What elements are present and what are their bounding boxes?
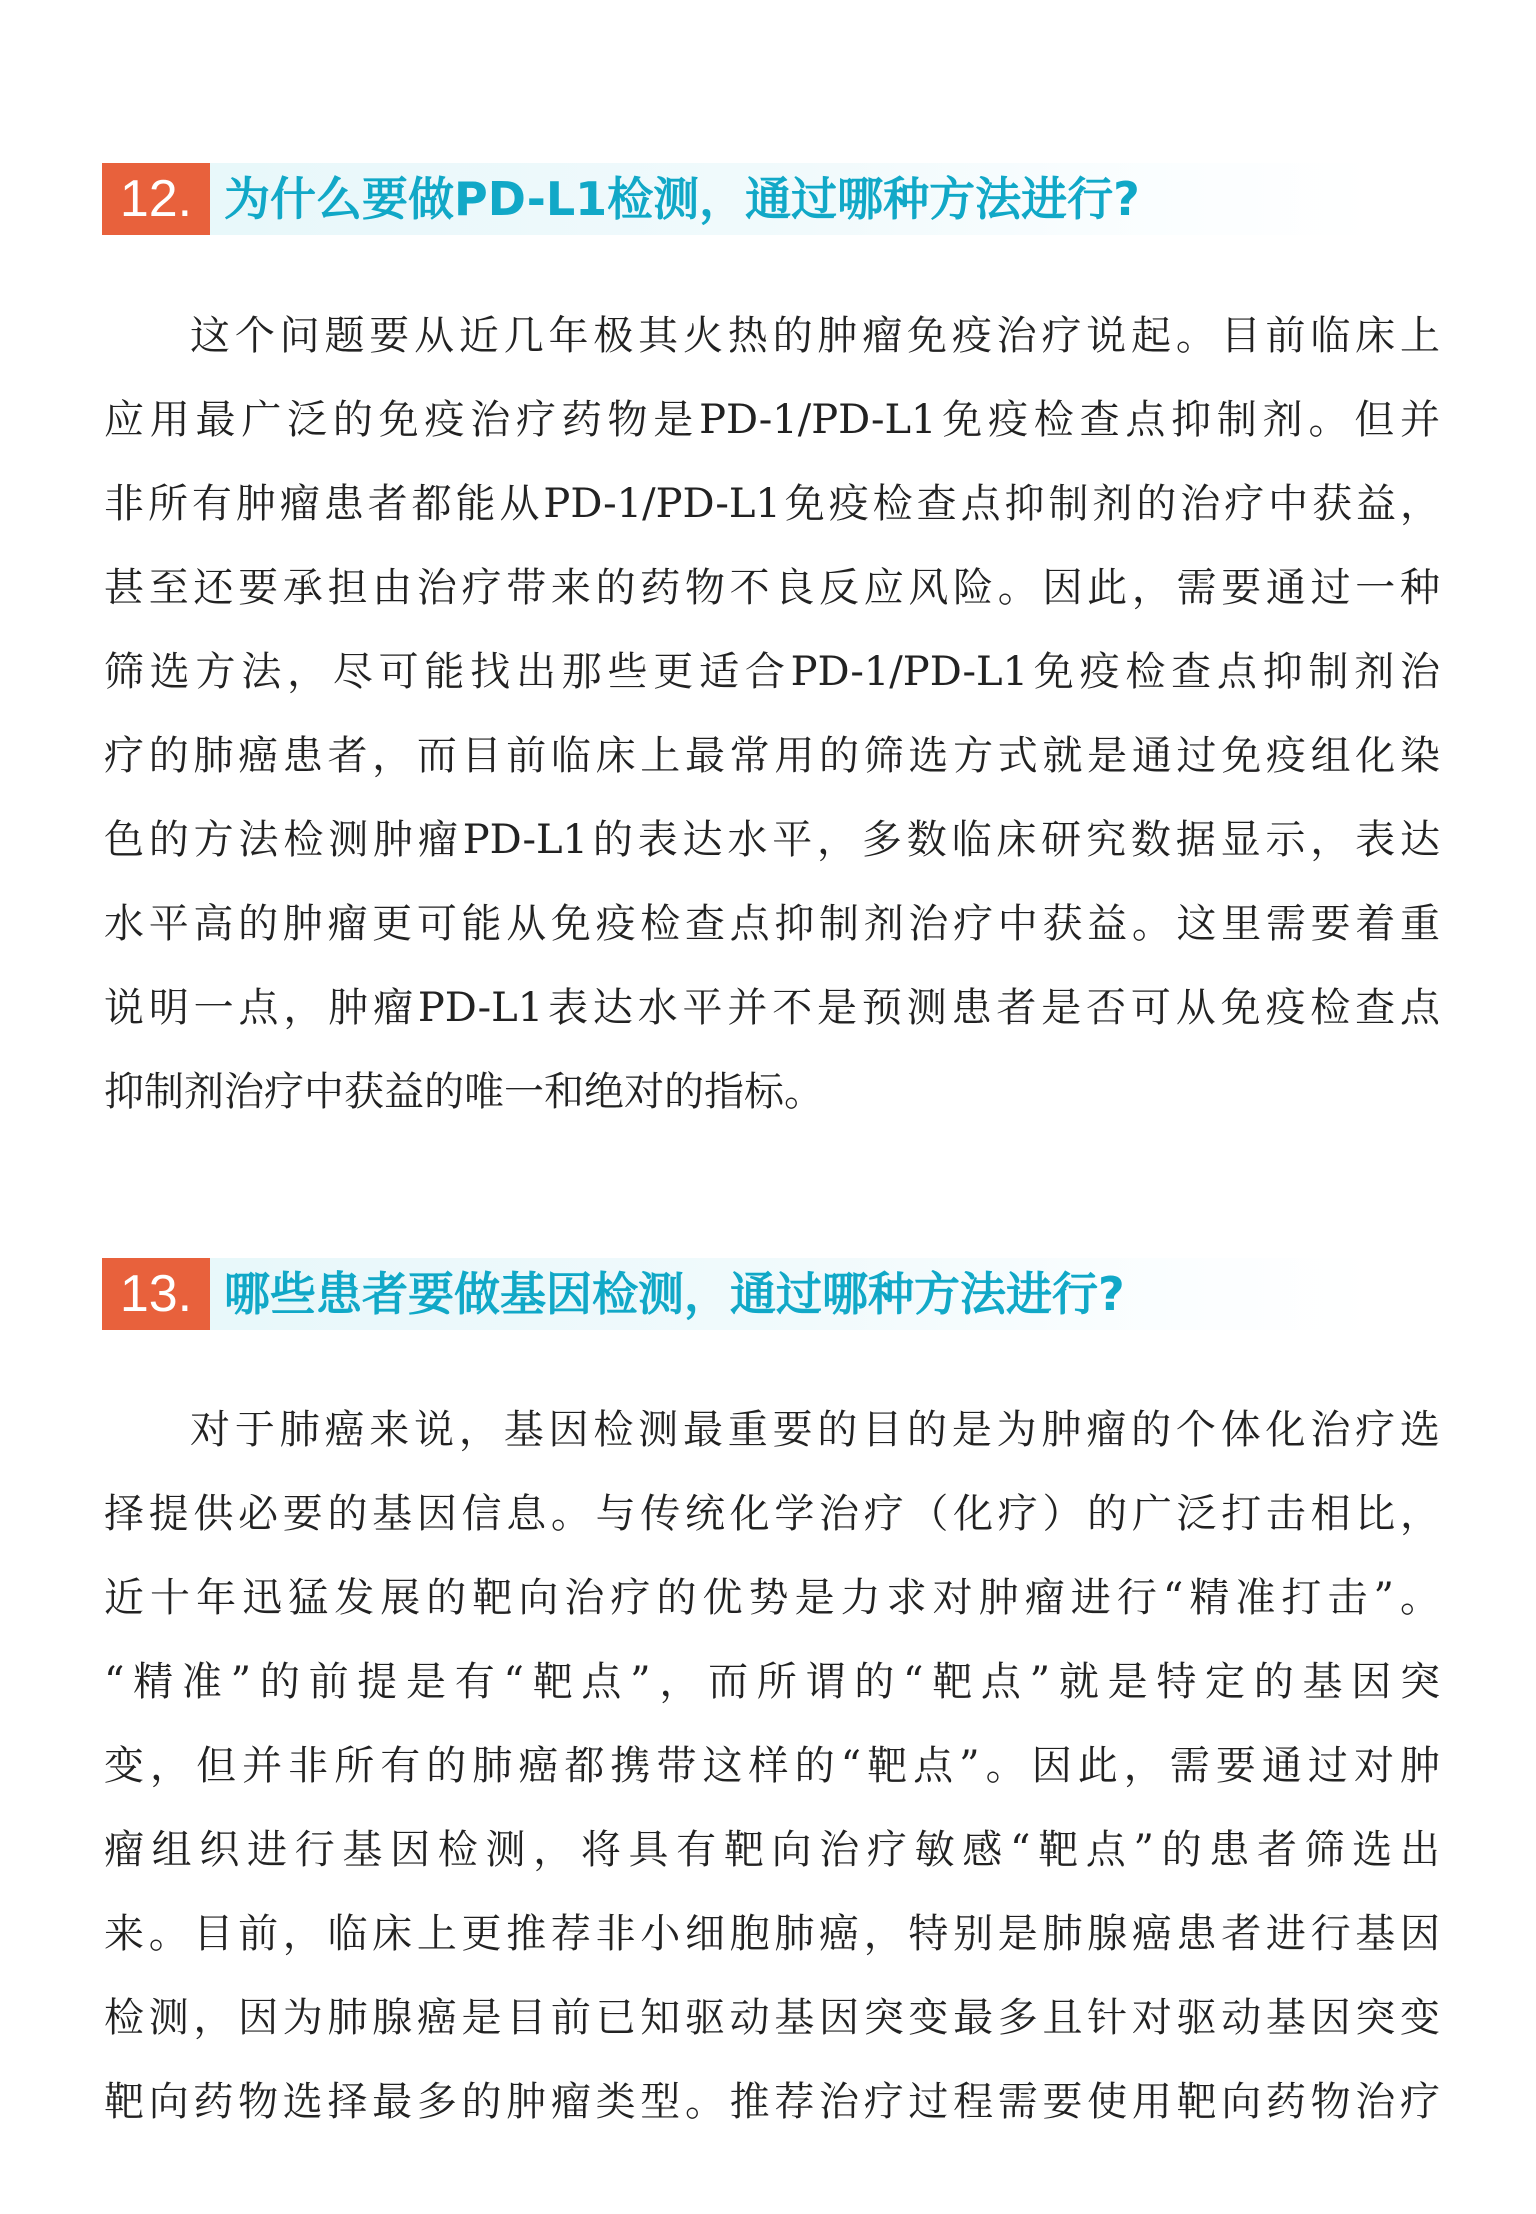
text-line: 检测，因为肺腺癌是目前已知驱动基因突变最多且针对驱动基因突变: [104, 1995, 1440, 2041]
section-number: 13.: [102, 1258, 210, 1330]
section-title: 为什么要做PD-L1检测，通过哪种方法进行?: [224, 172, 1140, 226]
text-line: 甚至还要承担由治疗带来的药物不良反应风险。因此，需要通过一种: [104, 565, 1440, 611]
text-line: 说明一点，肿瘤PD-L1表达水平并不是预测患者是否可从免疫检查点: [104, 985, 1440, 1031]
text-line: 靶向药物选择最多的肿瘤类型。推荐治疗过程需要使用靶向药物治疗: [104, 2079, 1440, 2125]
text-line: 这个问题要从近几年极其火热的肿瘤免疫治疗说起。目前临床上: [190, 313, 1440, 359]
text-line: 瘤组织进行基因检测，将具有靶向治疗敏感“靶点”的患者筛选出: [104, 1827, 1440, 1873]
text-line: 水平高的肿瘤更可能从免疫检查点抑制剂治疗中获益。这里需要着重: [104, 901, 1440, 947]
text-line: 近十年迅猛发展的靶向治疗的优势是力求对肿瘤进行“精准打击”。: [104, 1575, 1440, 1621]
section-13-header: [102, 1258, 1374, 1330]
text-line: 非所有肿瘤患者都能从PD-1/PD-L1免疫检查点抑制剂的治疗中获益，: [104, 481, 1440, 527]
text-line: 应用最广泛的免疫治疗药物是PD-1/PD-L1免疫检查点抑制剂。但并: [104, 397, 1440, 443]
section-12-header: [102, 163, 1374, 235]
section-title: 哪些患者要做基因检测，通过哪种方法进行?: [224, 1267, 1125, 1321]
section-number: 12.: [102, 163, 210, 235]
text-line: 变，但并非所有的肺癌都携带这样的“靶点”。因此，需要通过对肿: [104, 1743, 1440, 1789]
text-line: 择提供必要的基因信息。与传统化学治疗（化疗）的广泛打击相比，: [104, 1491, 1440, 1537]
text-line: “精准”的前提是有“靶点”，而所谓的“靶点”就是特定的基因突: [104, 1659, 1440, 1705]
text-line: 对于肺癌来说，基因检测最重要的目的是为肿瘤的个体化治疗选: [190, 1407, 1440, 1453]
text-line: 色的方法检测肿瘤PD-L1的表达水平，多数临床研究数据显示，表达: [104, 817, 1440, 863]
section-13-body: [104, 1388, 1440, 2144]
text-line: 筛选方法，尽可能找出那些更适合PD-1/PD-L1免疫检查点抑制剂治: [104, 649, 1440, 695]
text-line: 来。目前，临床上更推荐非小细胞肺癌，特别是肺腺癌患者进行基因: [104, 1911, 1440, 1957]
text-line: 疗的肺癌患者，而目前临床上最常用的筛选方式就是通过免疫组化染: [104, 733, 1440, 779]
text-line: 抑制剂治疗中获益的唯一和绝对的指标。: [104, 1069, 824, 1115]
section-12-body: [104, 294, 1440, 1134]
